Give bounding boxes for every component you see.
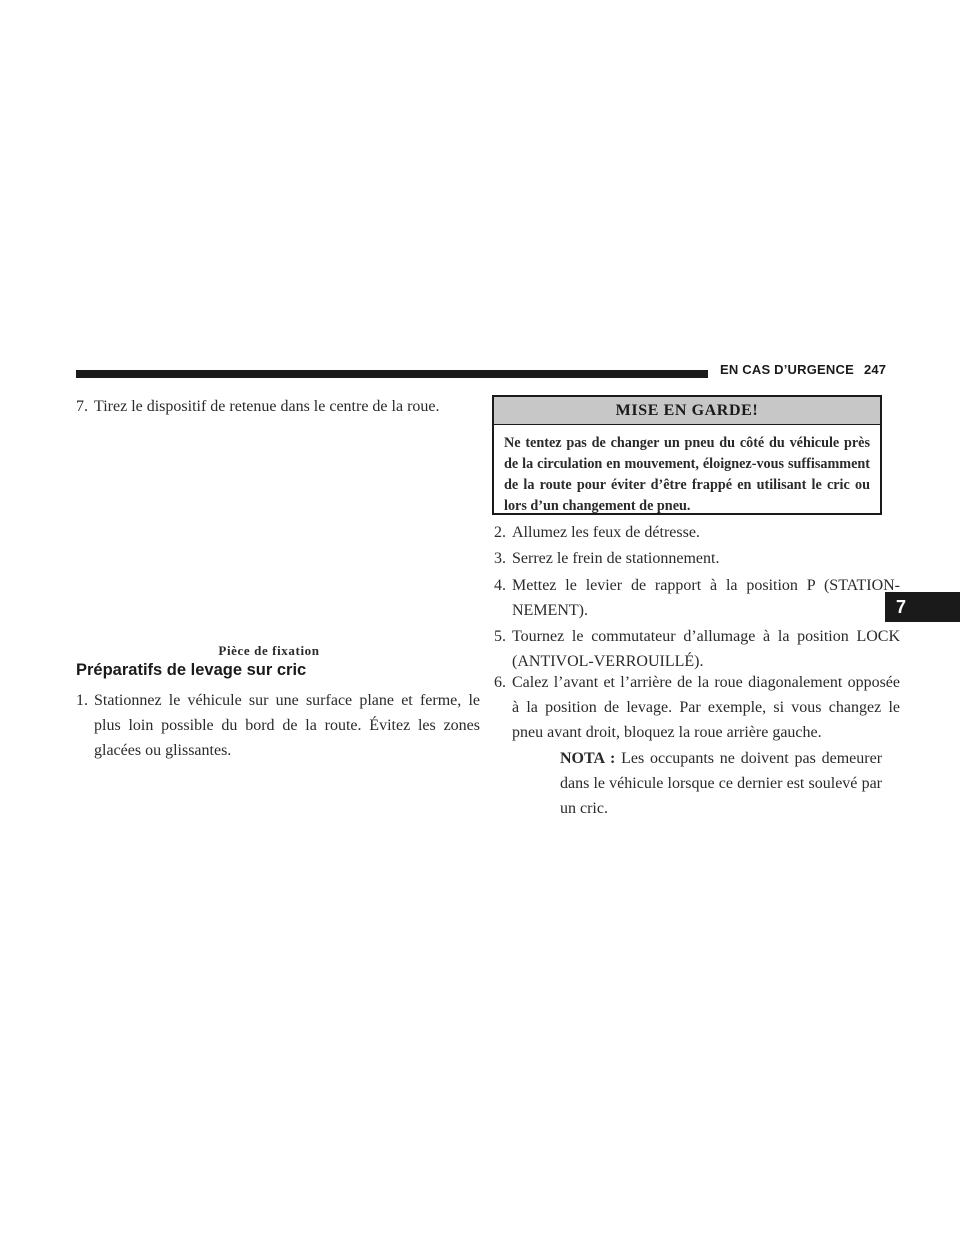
warning-title: MISE EN GARDE! (494, 397, 880, 425)
section-heading: Préparatifs de levage sur cric (76, 661, 307, 679)
running-header (720, 362, 887, 377)
step-text: Tirez le dispositif de retenue dans le centre de la roue. (94, 398, 440, 415)
step-number: 3. (494, 550, 506, 567)
step-6 (494, 670, 900, 745)
step-7 (76, 394, 486, 419)
step-text: Tournez le commutateur d’allumage à la position LOCK (ANTIVOL-VERROUILLÉ). (512, 628, 900, 670)
step-2 (494, 520, 900, 545)
step-number: 2. (494, 524, 506, 541)
step-text: Mettez le levier de rapport à la position P (STATION-NEMENT). (512, 577, 900, 619)
warning-body: Ne tentez pas de changer un pneu du côté du véhicule près de la circulation en mouvement, éloignez-vous suffisamment de la route pour éviter d’être frappé en utilisant le cric ou lors d’un changement de pneu. (504, 435, 870, 514)
figure-caption: Pièce de fixation (218, 643, 320, 658)
step-5 (494, 624, 900, 674)
step-4 (494, 573, 900, 623)
step-number: 6. (494, 674, 506, 691)
section-title: EN CAS D’URGENCE (720, 362, 854, 377)
step-text: Calez l’avant et l’arrière de la roue diagonalement opposée à la position de levage. Par exemple, si vous changez le pneu avant droit, bloquez la roue arrière gauche. (512, 674, 900, 741)
step-1 (76, 688, 480, 763)
note-label: NOTA : (560, 750, 616, 767)
note-text: Les occupants ne doivent pas demeurer dans le véhicule lorsque ce dernier est soulevé par un cric. (560, 750, 883, 817)
header-rule (76, 370, 708, 378)
step-3 (494, 546, 900, 571)
step-number: 5. (494, 628, 506, 645)
chapter-tab: 7 (885, 592, 960, 622)
step-text: Serrez le frein de stationnement. (512, 550, 720, 567)
step-number: 7. (76, 398, 88, 415)
warning-box (492, 395, 882, 515)
step-text: Stationnez le véhicule sur une surface plane et ferme, le plus loin possible du bord de la route. Évitez les zones glacées ou glissantes. (94, 692, 480, 759)
step-number: 1. (76, 692, 88, 709)
step-text: Allumez les feux de détresse. (512, 524, 700, 541)
step-number: 4. (494, 577, 506, 594)
page-number: 247 (863, 362, 887, 377)
note (560, 746, 882, 821)
